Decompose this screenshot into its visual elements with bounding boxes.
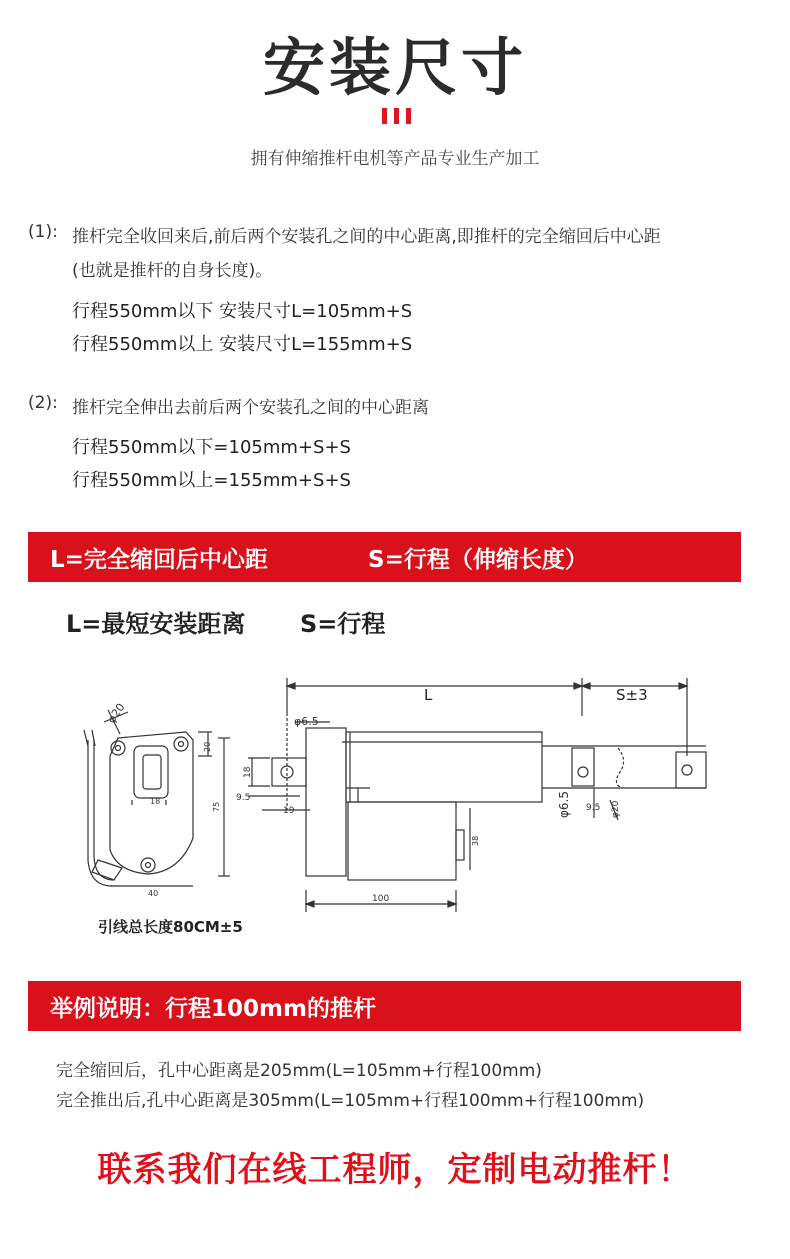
call-to-action: 联系我们在线工程师，定制电动推杆！ [97, 1150, 693, 1190]
section2-formula1: 行程550mm以下=105mm+S+S [72, 437, 351, 458]
dim-18-front-label: 18 [243, 766, 253, 778]
section1-number: (1): [28, 222, 58, 242]
section2-number: (2): [28, 393, 58, 413]
dim-40-label: 40 [148, 889, 159, 898]
dim-L-label: L [424, 686, 433, 704]
example-line2: 完全推出后,孔中心距离是305mm(L=105mm+行程100mm+行程100mm) [56, 1091, 645, 1111]
technical-drawing [0, 660, 790, 960]
section1-text-line2: (也就是推杆的自身长度)。 [72, 261, 273, 281]
dim-75-label: 75 [212, 801, 221, 812]
short-definition-S: S=行程 [300, 610, 386, 638]
section2-text-line1: 推杆完全伸出去前后两个安装孔之间的中心距离 [72, 398, 429, 418]
cable-length-note: 引线总长度80CM±5 [98, 918, 243, 936]
dim-9-5-rod-label: 9.5 [586, 803, 601, 813]
dim-20-label: 20 [203, 741, 212, 752]
dim-9-5-label: 9.5 [236, 793, 251, 803]
dim-38-label: 38 [471, 835, 480, 846]
dim-phi20-label: φ20 [104, 700, 128, 726]
section1-text-line1: 推杆完全收回来后,前后两个安装孔之间的中心距离,即推杆的完全缩回后中心距 [72, 227, 661, 247]
dim-S-label: S±3 [616, 686, 648, 704]
dim-18-side-label: 18 [150, 797, 161, 806]
example-title: 举例说明：行程100mm的推杆 [50, 996, 376, 1022]
front-view [248, 678, 706, 912]
title-decoration [382, 108, 418, 128]
dim-phi65-top-label: φ6.5 [294, 715, 319, 728]
page-title: 安装尺寸 [262, 31, 527, 104]
dim-19-label: 19 [283, 806, 295, 816]
example-line1: 完全缩回后，孔中心距离是205mm(L=105mm+行程100mm) [56, 1061, 542, 1081]
example-bar [28, 981, 741, 1031]
short-definition-L: L=最短安装距离 [66, 610, 246, 638]
section1-formula1: 行程550mm以下 安装尺寸L=105mm+S [72, 301, 413, 322]
definition-L: L=完全缩回后中心距 [50, 547, 268, 573]
dim-100-label: 100 [372, 894, 390, 904]
definition-bar [28, 532, 741, 582]
section2-formula2: 行程550mm以上=155mm+S+S [72, 470, 351, 491]
dim-phi65-rod-label: φ6.5 [557, 791, 571, 818]
page-subtitle: 拥有伸缩推杆电机等产品专业生产加工 [250, 149, 540, 169]
dim-phi20-rod-label: φ20 [611, 800, 621, 818]
definition-S: S=行程（伸缩长度） [368, 547, 588, 573]
section1-formula2: 行程550mm以上 安装尺寸L=155mm+S [72, 334, 413, 355]
